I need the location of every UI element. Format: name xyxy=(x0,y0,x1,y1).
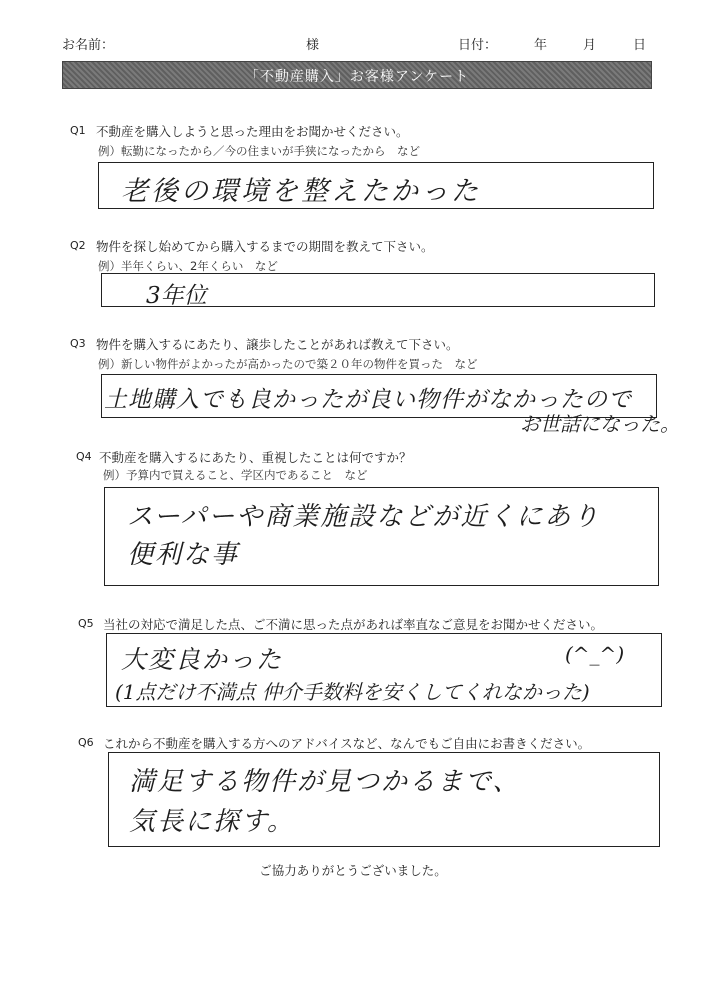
q6-number: Q6 xyxy=(78,736,94,749)
name-label: お名前： xyxy=(62,38,115,53)
q3-answer-line-1: 土地購入でも良かったが良い物件がなかったので xyxy=(104,387,632,413)
q6-text: これから不動産を購入する方へのアドバイスなど、なんでもご自由にお書きください。 xyxy=(103,736,591,751)
q6-answer-box xyxy=(108,752,660,847)
q6-answer-line-1: 満足する物件が見つかるまで、 xyxy=(129,767,521,797)
q5-emoticon: (^_^) xyxy=(565,642,625,666)
q5-answer-box xyxy=(106,633,662,707)
q2-example: 例）半年くらい、2年くらい など xyxy=(98,259,278,273)
q5-answer-line-1: 大変良かった xyxy=(121,645,284,674)
honorific: 様 xyxy=(306,38,320,53)
q2-number: Q2 xyxy=(70,239,86,252)
q4-answer-box xyxy=(104,487,659,586)
date-label: 日付： xyxy=(458,38,498,53)
q2-answer-box xyxy=(101,273,655,307)
q4-answer-line-2: 便利な事 xyxy=(127,540,240,570)
q4-text: 不動産を購入するにあたり、重視したことは何ですか？ xyxy=(99,450,412,465)
q3-answer-line-2: お世話になった。 xyxy=(520,412,680,436)
q1-answer-box xyxy=(98,162,654,209)
year-label: 年 xyxy=(534,38,548,53)
q5-number: Q5 xyxy=(78,617,94,630)
q6-answer-line-2: 気長に探す。 xyxy=(129,807,295,837)
q5-text: 当社の対応で満足した点、ご不満に思った点があれば率直なご意見をお聞かせください。 xyxy=(103,617,604,632)
q3-text: 物件を購入するにあたり、譲歩したことがあれば教えて下さい。 xyxy=(96,337,459,352)
q4-number: Q4 xyxy=(76,450,92,463)
q1-text: 不動産を購入しようと思った理由をお聞かせください。 xyxy=(96,124,409,139)
q4-answer-line-1: スーパーや商業施設などが近くにあり xyxy=(127,502,601,532)
q1-number: Q1 xyxy=(70,124,86,137)
survey-title: 「不動産購入」お客様アンケート xyxy=(244,69,470,85)
q1-answer-line-1: 老後の環境を整えたかった xyxy=(121,176,481,207)
q5-answer-line-2: (1点だけ不満点 仲介手数料を安くしてくれなかった) xyxy=(115,680,590,704)
q3-number: Q3 xyxy=(70,337,86,350)
q4-example: 例）予算内で買えること、学区内であること など xyxy=(103,468,368,482)
month-label: 月 xyxy=(583,38,597,53)
day-label: 日 xyxy=(633,38,647,53)
q3-example: 例）新しい物件がよかったが高かったので築２０年の物件を買った など xyxy=(98,357,478,371)
title-banner xyxy=(62,61,652,89)
q2-answer-line-1: 3年位 xyxy=(146,283,207,309)
q1-example: 例）転勤になったから／今の住まいが手狭になったから など xyxy=(98,144,420,158)
q2-text: 物件を探し始めてから購入するまでの期間を教えて下さい。 xyxy=(96,239,434,254)
thank-you-footer: ご協力ありがとうございました。 xyxy=(259,863,447,878)
